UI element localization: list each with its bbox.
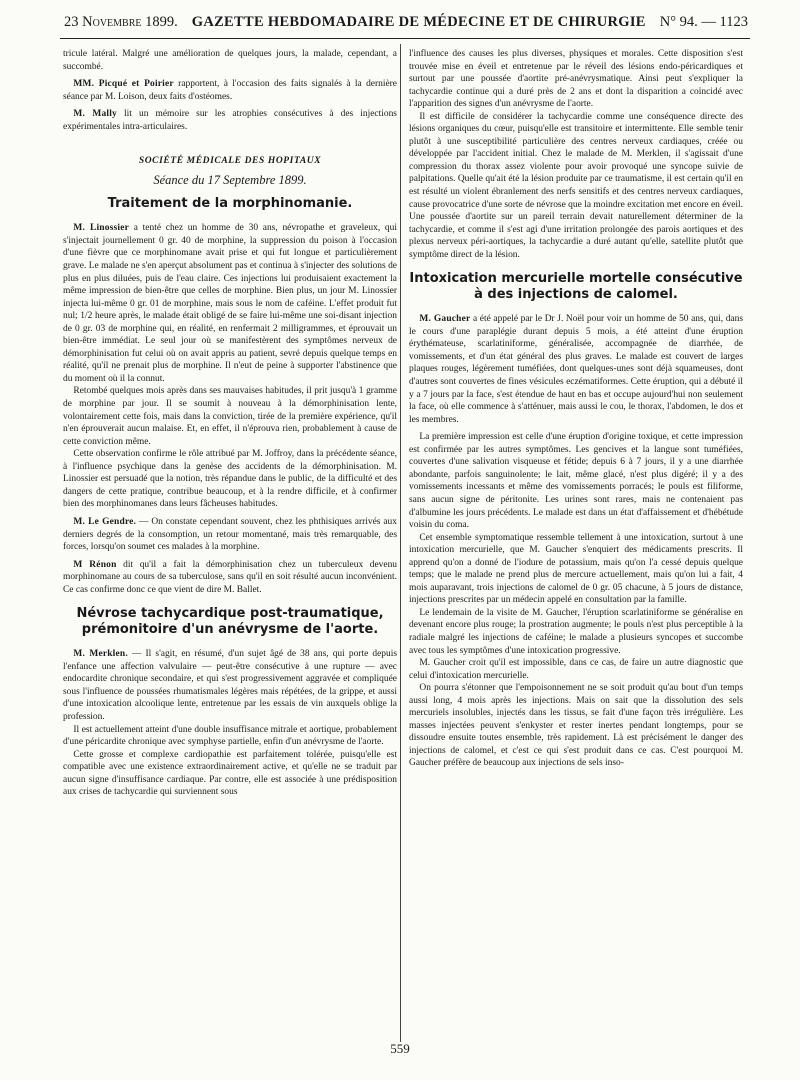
speaker-name: M. Le Gendre. [73,516,137,527]
paragraph: MM. Picqué et Poirier rapportent, à l'occasion des faits signalés à la dernière séance par M. Loison, deux faits d'ostéomes. [63,79,397,102]
journal-title: GAZETTE HEBDOMADAIRE DE MÉDECINE ET DE CHIRURGIE [191,14,646,30]
right-column [409,48,743,770]
section-heading: Traitement de la morphinomanie. [107,196,353,212]
paragraph: Il est actuellement atteint d'une double insuffisance mitrale et aortique, probablement d'une péricardite chronique avec symphyse partielle, enfin d'un anévrysme de l'aorte. [63,724,397,748]
society-heading: SOCIÉTÉ MÉDICALE DES HOPITAUX [138,156,322,167]
paragraph: Cette grosse et complexe cardiopathie est parfaitement tolérée, puisqu'elle est compatible avec une existence extraordinairement active, et qu'elle ne se traduit par aucun signe d'insuffisance cardiaque. Par contre, elle est associée à une prédisposition aux crises de tachycardie qui surviennent sous [63,749,397,798]
speaker-name: M. Gaucher [419,314,471,325]
left-column [63,48,397,799]
paragraph: La première impression est celle d'une éruption d'origine toxique, et cette impression est confirmée par les autres symptômes. Les gencives et la langue sont tuméfiées, couvertes d'une salivation visqueuse et fétide; depuis 6 à 7 jours, il y a une diarrhée abondante, parfois sanguinolente; le lait, même glacé, n'est plus digéré; il y a des vomissements incessants et même des vomissements porracés; le pouls est filiforme, sans aucun signe de péritonite. Les urines sont rares, mais ne contenaient pas d'albumine les jours précédents. Le malade est dans un état d'affaissement et d'hébétude voisin du coma. [409,432,743,531]
paragraph: M Rénon dit qu'il a fait la démorphinisation chez un tuberculeux devenu morphinomane au cours de sa tuberculose, sans qu'il en soit résulté aucun inconvénient. Ce cas confirme donc ce que vient de dire M. Ballet. [63,559,398,595]
paragraph: Il est difficile de considérer la tachycardie comme une conséquence directe des lésions organiques du cœur, puisqu'elle est transitoire et intermittente. Elle semble tenir plutôt à une susceptibilité particulière des centres nerveux cardiaques, créée ou développée par l'accident initial. Chez le malade de M. Merklen, il s'agissait d'une compression du thorax assez violente pour avoir provoqué une syncope suivie de palpitations. Quelle qu'ait été la lésion produite par ce traumatisme, il est certain qu'il en est résulté un violent ébranlement des nerfs sensitifs et des centres nerveux cardiaques, cause provocatrice d'une sorte de névrose que la moindre excitation met encore en éveil. Une poussée d'aortite sur un pareil terrain devait naturellement déterminer de la tachycardie, et comme il s'est agi d'une irritation prolongée des parois aortiques et des plexus nerveux péri-aortiques, la tachycardie a duré autant qu'elle, satellite plutôt que symptôme direct de la lésion. [409,111,743,260]
section-heading: Névrose tachycardique post-traumatique, prémonitoire d'un anévrysme de l'aorte. [76,606,384,638]
paragraph: M. Gaucher a été appelé par le Dr J. Noël pour voir un homme de 50 ans, qui, dans le cours d'une paraplégie durant depuis 5 mois, a été atteint d'une éruption érythémateuse, scarlatiniforme, généralisée, accompagnée de diarrhée, de vomissements, et d'un état général des plus graves. Le malade est couvert de larges plaques rouges, légèrement tuméfiées, dont quelques-unes sont déjà squameuses, dont d'autres sont couvertes de fines vésicules eczématiformes. Cette éruption, qui a débuté il y a 7 jours par la face, s'est étendue de haut en bas et occupe aujourd'hui non seulement la face, où elle commence à s'atténuer, mais aussi le cou, le thorax, l'abdomen, le dos et les membres. [409,314,743,425]
paragraph: M. Linossier a tenté chez un homme de 30 ans, névropathe et graveleux, qui s'injectait journellement 0 gr. 40 de morphine, la suppression du poison à l'occasion d'une fièvre que ce morphinomane avait prise et qui fut longue et particulièrement grave. Le malade ne s'en aperçut absolument pas et continua à s'injecter des solutions de plus en plus diluées, puis de l'eau claire. Ces injections lui produisaient exactement la même impression de bien-être que celles de morphine. Bien plus, un jour M. Linossier injecta lui-même 0 gr. 01 de morphine, mais sous le nom de caféine. L'effet produit fut nul; 1/2 heure après, le malade était obligé de se faire lui-même une soi-disant injection de 0 gr. 03 de morphine qui, en réalité, en renfermait 2 milligrammes, et éprouvait un bien-être immédiat. Le seul jour où se manifestèrent des symptômes nerveux de démorphinisation fut celui où on avait appris au patient, sevré depuis quelque temps en réalité, qu'il ne prenait plus de morphine. Il n'eut de peine à supporter l'abstinence que du moment où il la connut. [63,223,397,384]
speaker-names: MM. Picqué et Poirier [73,79,174,90]
paragraph: Retombé quelques mois après dans ses mauvaises habitudes, il prit jusqu'à 1 gramme de morphine par jour. Il se soumit à nouveau à la démorphinisation lente, volontairement cette fois, mais dans la conviction, tirée de la première expérience, qu'il n'en éprouverait aucun malaise. Et, en effet, il n'éprouva rien, probablement à cause de cette conviction même. [63,386,397,447]
paragraph: M. Merklen. — Il s'agit, en résumé, d'un sujet âgé de 38 ans, qui porte depuis l'enfance une affection valvulaire — peut-être consécutive à une rupture — avec endocardite chronique secondaire, et qui s'est progressivement aggravée et compliquée sous l'influence de poussées rhumatismales légères mais répétées, de la grippe, et aussi d'une intoxication alcoolique lente, entretenue par les essais de vin auxquels oblige la profession. [63,649,397,722]
paragraph: M. Gaucher croit qu'il est impossible, dans ce cas, de faire un autre diagnostic que celui d'intoxication mercurielle. [409,658,743,681]
speaker-name: M. Mally [73,109,117,120]
speaker-name: M. Linossier [73,223,130,234]
running-header [64,14,748,38]
paragraph: Cette observation confirme le rôle attribué par M. Joffroy, dans la précédente séance, à l'influence psychique dans la genèse des accidents de la démorphinisation. M. Linossier est persuadé que la notion, très répandue dans le public, de la difficulté et des dangers de cette pratique, contribue beaucoup, et à la rendre difficile, et à confirmer bien des morphinomanes dans leurs fâcheuses habitudes. [63,449,397,510]
speaker-name: M. Merklen. [73,649,128,660]
paragraph: Cet ensemble symptomatique ressemble tellement à une intoxication, surtout à une intoxication mercurielle, que M. Gaucher s'enquiert des médicaments prescrits. Il apprend qu'on a donné de l'iodure de potassium, mais qu'on l'a cessé depuis quelque temps; que le malade ne prend plus de mercure actuellement, mais qu'on lui a fait, 4 mois auparavant, trois injections de calomel de 0 gr. 05 chacune, à 5 jours de distance, injections prescrites par un médecin appelé en consultation par la famille. [409,532,743,606]
section-heading: Intoxication mercurielle mortelle consécutive à des injections de calomel. [409,271,743,303]
header-rule [60,38,750,39]
issue-number: N° 94. — 1123 [659,14,748,30]
paragraph: M. Le Gendre. — On constate cependant souvent, chez les phthisiques arrivés aux derniers degrés de la consomption, un retour momentané, mais très remarquable, des forces, lorsqu'on soumet ces malades à la morphine. [63,516,397,553]
paragraph: tricule latéral. Malgré une amélioration de quelques jours, la malade, cependant, a succombé. [63,49,397,72]
issue-date: 23 Novembre 1899. [64,14,178,30]
session-date: Séance du 17 Septembre 1899. [153,172,307,187]
paragraph: Le lendemain de la visite de M. Gaucher, l'éruption scarlatiniforme se généralise en devenant encore plus rouge; la prostration augmente; le pouls n'est plus perceptible à la radiale malgré les injections de caféine; le malade a plusieurs syncopes et succombe avec tous les symptômes d'une intoxication progressive. [409,607,743,656]
page-number: 559 [390,1041,410,1056]
paragraph: M. Mally lit un mémoire sur les atrophies consécutives à des injections expérimentales intra-articulaires. [63,109,397,132]
column-divider [400,44,401,1042]
paragraph: l'influence des causes les plus diverses, physiques et morales. Cette disposition s'est trouvée mise en éveil et entretenue par le réveil des lésions endo-péricardiques et surtout par une poussée d'aortite pré-anévrysmatique. Ainsi peut s'expliquer la tachycardie continue qui a duré près de 2 ans et dont la disparition a coïncidé avec l'apparition des signes d'un anévrysme de l'aorte. [409,49,743,110]
speaker-name: M Rénon [73,559,117,570]
paragraph: On pourra s'étonner que l'empoisonnement ne se soit produit qu'au bout d'un temps aussi long, 4 mois après les injections. Mais on sait que la dissolution des sels mercuriels insolubles, injectés dans les tissus, se fait d'une façon très irrégulière. Les masses injectées peuvent s'enkyster et rester inertes pendant longtemps, pour se dissoudre ensuite toutes ensemble, très rapidement. Là est précisément le danger des injections de calomel, et c'est ce qui s'est produit dans ce cas. C'est pourquoi M. Gaucher préfère de beaucoup aux injections de sels inso- [409,683,743,769]
